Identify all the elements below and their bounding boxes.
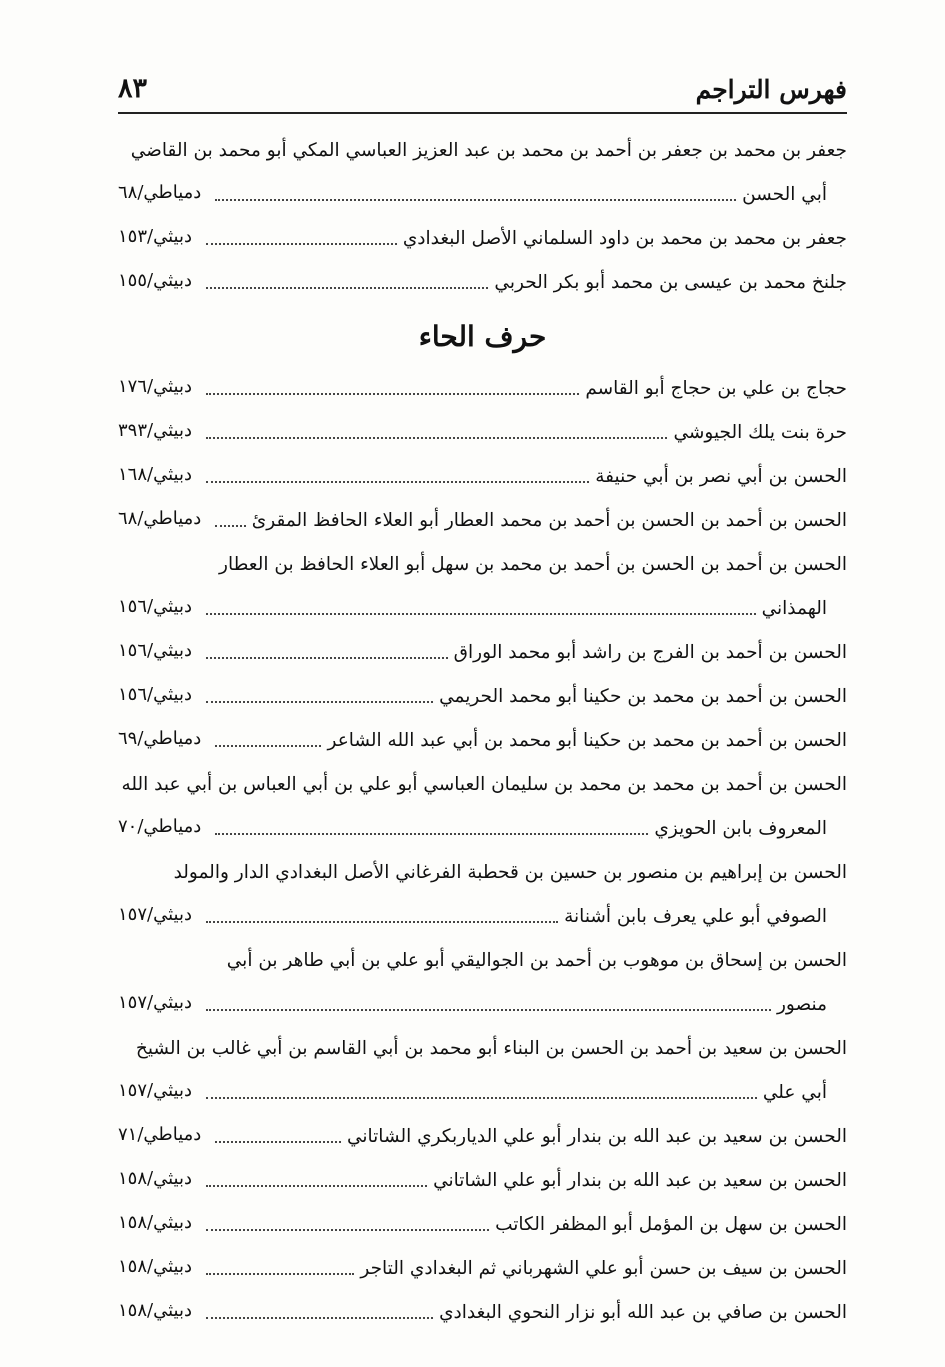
entry-name: الحسن بن سيف بن حسن أبو علي الشهرباني ثم البغدادي التاجر [360, 1258, 847, 1279]
entry-reference: دبيثي/١٥٧ [118, 904, 192, 925]
index-entry [118, 720, 847, 764]
leader-dots [206, 287, 488, 289]
entry-name: جعفر بن محمد بن جعفر بن أحمد بن محمد بن عبد العزيز العباسي المكي أبو محمد بن القاضي [130, 140, 847, 161]
index-entry [118, 544, 847, 588]
leader-dots [206, 481, 589, 483]
entry-reference: دمياطي/٦٩ [118, 728, 202, 749]
entry-name: الحسن بن أحمد بن الحسن بن أحمد بن محمد بن سهل أبو العلاء الحافظ بن العطار [219, 554, 847, 575]
entry-reference: دبيثي/١٥٧ [118, 1080, 192, 1101]
entry-reference: دبيثي/١٥٨ [118, 1212, 192, 1233]
entry-name: الصوفي أبو علي يعرف بابن أشنانة [564, 906, 827, 927]
index-entry [118, 262, 847, 306]
index-entry [118, 1028, 847, 1072]
entry-reference: دبيثي/١٥٣ [118, 226, 192, 247]
index-entry-continuation [118, 896, 847, 940]
entry-reference: دمياطي/٧٠ [118, 816, 202, 837]
page-header [118, 60, 847, 104]
entry-name: أبي الحسن [742, 184, 827, 205]
entry-name: الحسن بن أحمد بن محمد بن حكينا أبو محمد بن أبي عبد الله الشاعر [327, 730, 847, 751]
index-entry [118, 676, 847, 720]
leader-dots [206, 1009, 771, 1011]
index-entry [118, 368, 847, 412]
entry-reference: دبيثي/١٥٦ [118, 640, 192, 661]
biography-index [118, 130, 847, 1336]
index-entry [118, 1204, 847, 1248]
entry-reference: دبيثي/١٥٨ [118, 1168, 192, 1189]
entry-name: حجاج بن علي بن حجاج أبو القاسم [585, 378, 847, 399]
entry-name: الحسن بن سعيد بن عبد الله بن بندار أبو علي الدياربكري الشاتاني [346, 1126, 847, 1147]
entry-reference: دمياطي/٧١ [118, 1124, 202, 1145]
entry-reference: دبيثي/٣٩٣ [118, 420, 192, 441]
entry-name: الحسن بن سعيد بن عبد الله بن بندار أبو علي الشاتاني [433, 1170, 847, 1191]
index-entry-continuation [118, 1072, 847, 1116]
page-number: ٨٣ [118, 73, 148, 104]
entry-name: الحسن بن أحمد بن الحسن بن أحمد بن محمد العطار أبو العلاء الحافظ المقرئ [251, 510, 847, 531]
entry-name: الحسن بن صافي بن عبد الله أبو نزار النحوي البغدادي [439, 1302, 847, 1323]
leader-dots [215, 1141, 341, 1143]
entry-name: الحسن بن أحمد بن محمد بن محمد بن سليمان العباسي أبو علي بن أبي العباس بن أبي عبد الله [121, 774, 847, 795]
entry-name: أبي علي [762, 1082, 827, 1103]
entry-reference: دمياطي/٦٨ [118, 182, 202, 203]
entry-name: منصور [776, 994, 827, 1015]
entry-name: الهمذاني [761, 598, 827, 619]
index-entry-continuation [118, 808, 847, 852]
leader-dots [206, 1273, 354, 1275]
index-entry [118, 940, 847, 984]
entry-reference: دبيثي/١٥٦ [118, 684, 192, 705]
entry-name: جلنخ محمد بن عيسى بن محمد أبو بكر الحربي [494, 272, 847, 293]
leader-dots [215, 525, 246, 527]
page-title: فهرس التراجم [695, 75, 847, 104]
entry-name: حرة بنت يلك الجيوشي [673, 422, 847, 443]
entry-name: الحسن بن أبي نصر بن أبي حنيفة [595, 466, 847, 487]
section-heading: حرف الحاء [418, 320, 547, 353]
entry-name: الحسن بن إسحاق بن موهوب بن أحمد بن الجواليقي أبو علي بن أبي طاهر بن أبي [226, 950, 847, 971]
header-rule [118, 112, 847, 114]
leader-dots [206, 1229, 489, 1231]
index-entry [118, 852, 847, 896]
entry-name: المعروف بابن الحويزي [654, 818, 827, 839]
leader-dots [206, 921, 558, 923]
entry-reference: دبيثي/١٥٨ [118, 1256, 192, 1277]
index-entry [118, 456, 847, 500]
entry-name: الحسن بن أحمد بن محمد بن حكينا أبو محمد الحريمي [439, 686, 847, 707]
leader-dots [206, 1097, 757, 1099]
index-entry-continuation [118, 588, 847, 632]
entry-name: الحسن بن إبراهيم بن منصور بن حسين بن قحطبة الفرغاني الأصل البغدادي الدار والمولد [173, 862, 847, 883]
index-entry [118, 218, 847, 262]
leader-dots [206, 657, 448, 659]
index-entry [118, 1116, 847, 1160]
leader-dots [206, 243, 397, 245]
index-entry [118, 412, 847, 456]
leader-dots [215, 833, 648, 835]
entry-reference: دمياطي/٦٨ [118, 508, 202, 529]
index-entry [118, 130, 847, 174]
entry-reference: دبيثي/١٧٦ [118, 376, 192, 397]
index-entry [118, 1248, 847, 1292]
leader-dots [206, 613, 756, 615]
leader-dots [215, 745, 321, 747]
index-entry [118, 500, 847, 544]
index-entry [118, 1292, 847, 1336]
entry-reference: دبيثي/١٥٥ [118, 270, 192, 291]
leader-dots [206, 701, 433, 703]
leader-dots [206, 437, 667, 439]
entry-reference: دبيثي/١٥٧ [118, 992, 192, 1013]
leader-dots [206, 393, 579, 395]
index-entry [118, 1160, 847, 1204]
entry-reference: دبيثي/١٥٦ [118, 596, 192, 617]
index-entry [118, 632, 847, 676]
entry-name: الحسن بن سعيد بن أحمد بن الحسن بن البناء أبو محمد بن أبي القاسم بن أبي غالب بن الشيخ [135, 1038, 847, 1059]
index-entry-continuation [118, 174, 847, 218]
leader-dots [206, 1317, 433, 1319]
entry-name: الحسن بن سهل بن المؤمل أبو المظفر الكاتب [495, 1214, 847, 1235]
entry-name: جعفر بن محمد بن محمد بن داود السلماني الأصل البغدادي [402, 228, 847, 249]
index-entry [118, 764, 847, 808]
leader-dots [215, 199, 736, 201]
entry-reference: دبيثي/١٥٨ [118, 1300, 192, 1321]
entry-reference: دبيثي/١٦٨ [118, 464, 192, 485]
leader-dots [206, 1185, 427, 1187]
index-entry-continuation [118, 984, 847, 1028]
entry-name: الحسن بن أحمد بن الفرج بن راشد أبو محمد الوراق [453, 642, 847, 663]
